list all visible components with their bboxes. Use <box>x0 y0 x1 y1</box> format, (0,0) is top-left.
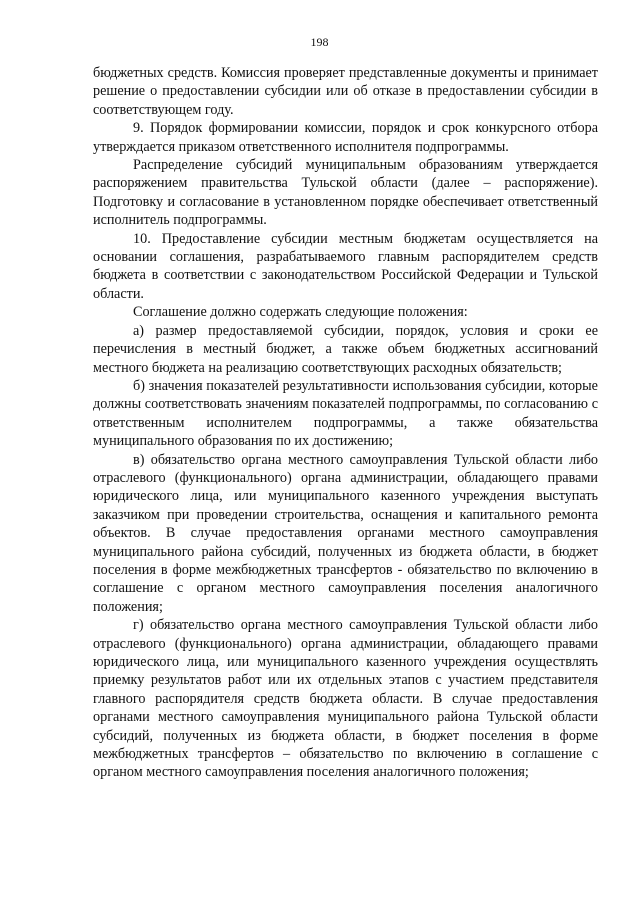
paragraph-agreement-provisions-intro: Соглашение должно содержать следующие положения: <box>133 304 468 321</box>
paragraph-commission-decision: бюджетных средств. Комиссия проверяет представленные документы и принимает решение о предоставлении субсидии или об отказе в предоставлении субсидии в соответствующем году. <box>93 65 598 118</box>
paragraph-subsidy-distribution: Распределение субсидий муниципальным образованиям утверждается распоряжением правительства Тульской области (далее – распоряжение). Подготовку и согласование в установленном порядке обеспечивает ответственный исполнитель подпрограммы. <box>93 157 598 229</box>
page-number: 198 <box>310 35 329 49</box>
list-item-v: в) обязательство органа местного самоуправления Тульской области либо отраслевого (функционального) органа администрации, обладающего правами юридического лица, или муниципального казенного учреждения выступать заказчиком при проведении строительства, оснащения и капитального ремонта объектов. В случае предоставления органами местного самоуправления муниципального района субсидий, полученных из бюджета области, в бюджет поселения в форме межбюджетных трансфертов - обязательство по включению в соглашение с органом местного самоуправления поселения аналогичного положения; <box>93 451 598 615</box>
list-item-b: б) значения показателей результативности использования субсидии, которые должны соответствовать значениям показателей подпрограммы, по согласованию с ответственным исполнителем подпрограммы, а также обязательства муниципального образования по их достижению; <box>93 377 598 450</box>
list-item-a: а) размер предоставляемой субсидии, порядок, условия и сроки ее перечисления в местный бюджет, а также объем бюджетных ассигнований местного бюджета на реализацию соответствующих расходных обязательств; <box>93 322 598 376</box>
list-item-g: г) обязательство органа местного самоуправления Тульской области либо отраслевого (функционального) органа администрации, обладающего правами юридического лица, или муниципального казенного учреждения осуществлять приемку результатов работ или их отдельных этапов с участием представителя главного распорядителя средств бюджета области. В случае предоставления органами местного самоуправления муниципального района Тульской области субсидий, полученных из бюджета области, в бюджет поселения в форме межбюджетных трансфертов – обязательство по включению в соглашение с органом местного самоуправления поселения аналогичного положения; <box>93 617 598 781</box>
paragraph-subsidy-agreement: 10. Предоставление субсидии местным бюджетам осуществляется на основании соглашения, разрабатываемого главным распорядителем средств бюджета в соответствии с законодательством Российской Федерации и Тульской области. <box>93 230 598 302</box>
paragraph-commission-procedure: 9. Порядок формировании комиссии, порядок и срок конкурсного отбора утверждается приказом ответственного исполнителя подпрограммы. <box>93 120 598 155</box>
document-body <box>93 64 598 782</box>
